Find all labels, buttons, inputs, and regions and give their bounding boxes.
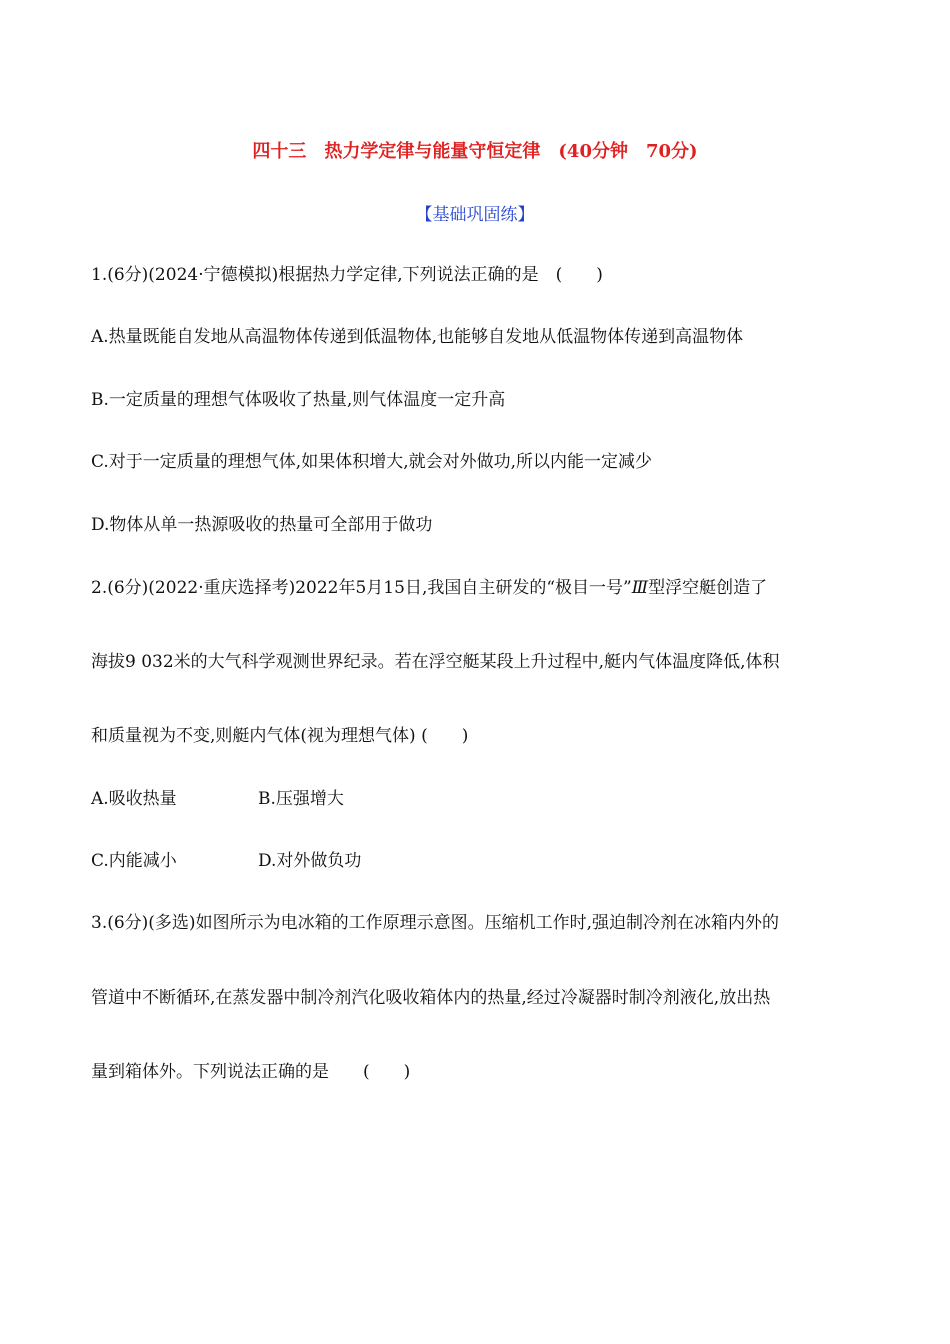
- question-1-stem: 1.(6分)(2024·宁德模拟)根据热力学定律,下列说法正确的是 ( ): [91, 265, 603, 285]
- question-2-option-b: B.压强增大: [258, 789, 344, 809]
- question-2-options-row-1: [91, 787, 491, 811]
- question-3-stem-line-3: 量到箱体外。下列说法正确的是 ( ): [91, 1062, 411, 1082]
- question-2-option-c: C.内能减小: [91, 851, 177, 871]
- question-3-stem-line-2: 管道中不断循环,在蒸发器中制冷剂汽化吸收箱体内的热量,经过冷凝器时制冷剂液化,放出热: [91, 988, 771, 1008]
- question-2-options-row-2: [91, 849, 491, 873]
- question-1-option-a: A.热量既能自发地从高温物体传递到低温物体,也能够自发地从低温物体传递到高温物体: [91, 327, 744, 347]
- question-2-option-d: D.对外做负功: [258, 851, 362, 871]
- roman-numeral-three: Ⅲ: [631, 578, 649, 598]
- question-1-option-c: C.对于一定质量的理想气体,如果体积增大,就会对外做功,所以内能一定减少: [91, 452, 653, 472]
- question-2-stem-text: 2.(6分)(2022·重庆选择考)2022年5月15日,我国自主研发的“极目一号”: [91, 578, 632, 598]
- question-2-stem-line-1: [91, 576, 767, 600]
- question-1-option-b: B.一定质量的理想气体吸收了热量,则气体温度一定升高: [91, 390, 506, 410]
- page-title: 四十三 热力学定律与能量守恒定律 (40分钟 70分): [252, 141, 698, 162]
- question-2-stem-line-2: 海拔9 032米的大气科学观测世界纪录。若在浮空艇某段上升过程中,艇内气体温度降低,体积: [91, 652, 780, 672]
- question-1-option-d: D.物体从单一热源吸收的热量可全部用于做功: [91, 515, 433, 535]
- section-heading: 【基础巩固练】: [415, 205, 535, 225]
- question-2-stem-text-cont: 型浮空艇创造了: [648, 578, 768, 598]
- question-3-stem-line-1: 3.(6分)(多选)如图所示为电冰箱的工作原理示意图。压缩机工作时,强迫制冷剂在冰箱内外的: [91, 913, 779, 933]
- question-2-option-a: A.吸收热量: [91, 789, 177, 809]
- question-2-stem-line-3: 和质量视为不变,则艇内气体(视为理想气体) ( ): [91, 726, 469, 746]
